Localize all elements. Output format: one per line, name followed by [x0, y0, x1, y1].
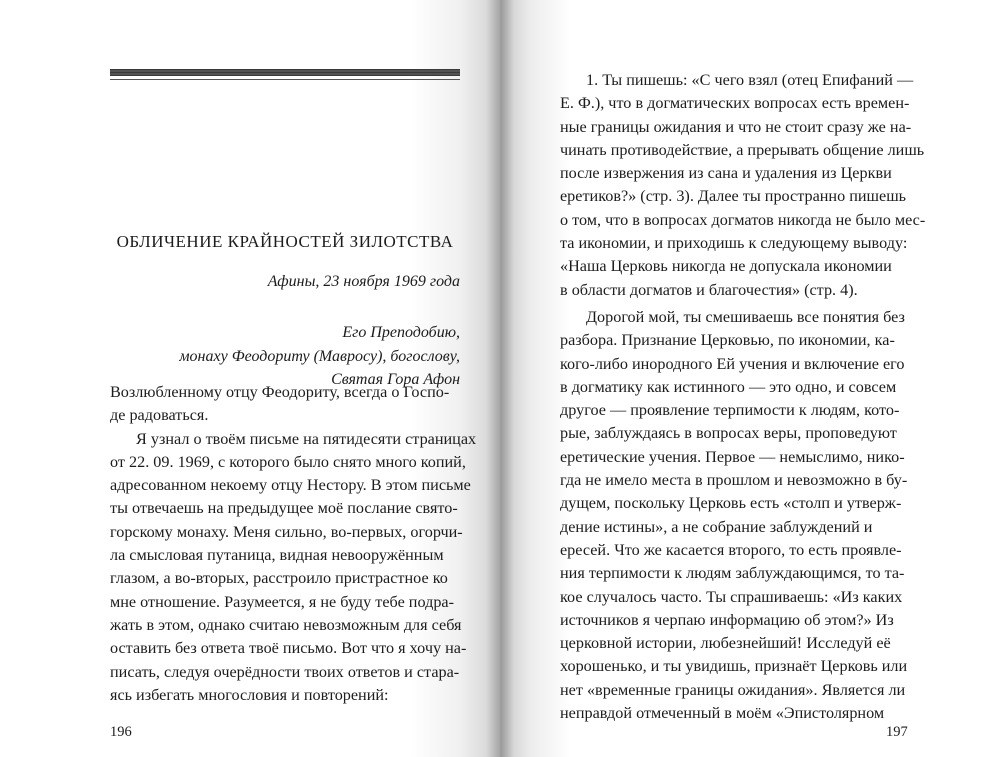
text-line: ясь избегать многословия и повторений:	[110, 685, 389, 704]
text-line: Я узнал о твоём письме на пятидесяти страницах	[136, 429, 477, 448]
text-line: в догматику как истинного — это одно, и совсем	[560, 377, 897, 396]
text-line: Возлюбленному отцу Феодориту, всегда о Госпо-	[110, 383, 450, 401]
text-line: чинать противодействие, а прерывать общение лишь	[560, 140, 925, 159]
text-line: ния терпимости к людям заблуждающимся, то та-	[560, 564, 905, 583]
page-number-left: 196	[110, 724, 132, 740]
text-line: разбора. Признание Церковью, по икономии, ка-	[560, 331, 895, 350]
text-line: ла смысловая путаница, видная невооружённым	[110, 546, 444, 565]
text-line: адресованном некоему отцу Нестору. В этом письме	[110, 476, 471, 495]
text-line: источников я черпаю информацию об этом?» Из	[560, 610, 894, 629]
text-line: неправдой отмеченный в моём «Эпистолярном	[560, 704, 885, 723]
page-number-right: 197	[886, 724, 908, 740]
date-line: Афины, 23 ноября 1969 года	[267, 273, 460, 290]
right-body-text	[560, 69, 926, 725]
text-line: ересей. Что же касается второго, то есть проявле-	[560, 540, 902, 559]
text-line: Е. Ф.), что в догматических вопросах есть времен-	[560, 94, 910, 113]
text-line: оставить без ответа твоё письмо. Вот что я хочу на-	[110, 639, 467, 658]
text-line: де радоваться.	[110, 406, 209, 425]
text-line: еретические учения. Первое — немыслимо, нико-	[560, 447, 905, 466]
header-rule-thin	[110, 79, 460, 80]
book-gutter-shadow	[486, 0, 514, 757]
text-line: нет «временные границы ожидания». Является ли	[560, 680, 906, 699]
text-line: та икономии, и приходишь к следующему выводу:	[560, 234, 908, 253]
chapter-title: ОБЛИЧЕНИЕ КРАЙНОСТЕЙ ЗИЛОТСТВА	[116, 232, 454, 251]
text-line: хорошенько, и ты увидишь, признаёт Церковь или	[560, 657, 908, 676]
text-line: писать, следуя очерёдности твоих ответов и стара-	[110, 662, 460, 681]
left-body-text	[110, 381, 477, 707]
text-line: церковной истории, любезнейший! Исследуй её	[560, 634, 891, 653]
text-line: жать в этом, однако считаю невозможным для себя	[110, 615, 462, 634]
text-line: мне отношение. Разумеется, я не буду тебе подра-	[110, 592, 454, 611]
text-line: от 22. 09. 1969, с которого было снято много копий,	[110, 452, 466, 471]
address-line: Его Преподобию,	[342, 324, 460, 341]
text-line: «Наша Церковь никогда не допускала икономии	[560, 257, 892, 276]
text-line: дущем, поскольку Церковь есть «столп и утверж-	[560, 494, 902, 513]
text-line: горскому монаху. Меня сильно, во-первых, огорчи-	[110, 522, 463, 541]
text-line: после извержения из сана и удаления из Церкви	[560, 164, 892, 183]
text-line: глазом, а во-вторых, расстроило пристрастное ко	[110, 569, 448, 588]
address-line: монаху Феодориту (Мавросу), богослову,	[179, 347, 460, 365]
text-line: другое — проявление терпимости к людям, кото-	[560, 401, 900, 420]
text-line: ные границы ожидания и что не стоит сразу же на-	[560, 117, 912, 136]
text-line: 1. Ты пишешь: «С чего взял (отец Епифаний —	[586, 71, 914, 89]
text-line: гда не имело места в прошлом и невозможно в бу-	[560, 471, 908, 490]
text-line: в области догматов и благочестия» (стр. 4).	[560, 280, 858, 299]
text-line: еретиков?» (стр. 3). Далее ты пространно пишешь	[560, 187, 907, 206]
header-rule	[110, 69, 460, 76]
text-line: дение истины», а не собрание заблуждений и	[560, 517, 873, 536]
address-line: Святая Гора Афон	[331, 371, 460, 388]
text-line: кого-либо инородного Ей учения и включение его	[560, 354, 905, 373]
text-line: ты отвечаешь на предыдущее моё послание свято-	[110, 499, 458, 518]
text-line: рые, заблуждаясь в вопросах веры, проповедуют	[560, 424, 897, 443]
text-line: о том, что в вопросах догматов никогда не было мес-	[560, 210, 926, 229]
text-line: кое случалось часто. Ты спрашиваешь: «Из каких	[560, 587, 903, 606]
text-line: Дорогой мой, ты смешиваешь все понятия без	[586, 307, 905, 326]
